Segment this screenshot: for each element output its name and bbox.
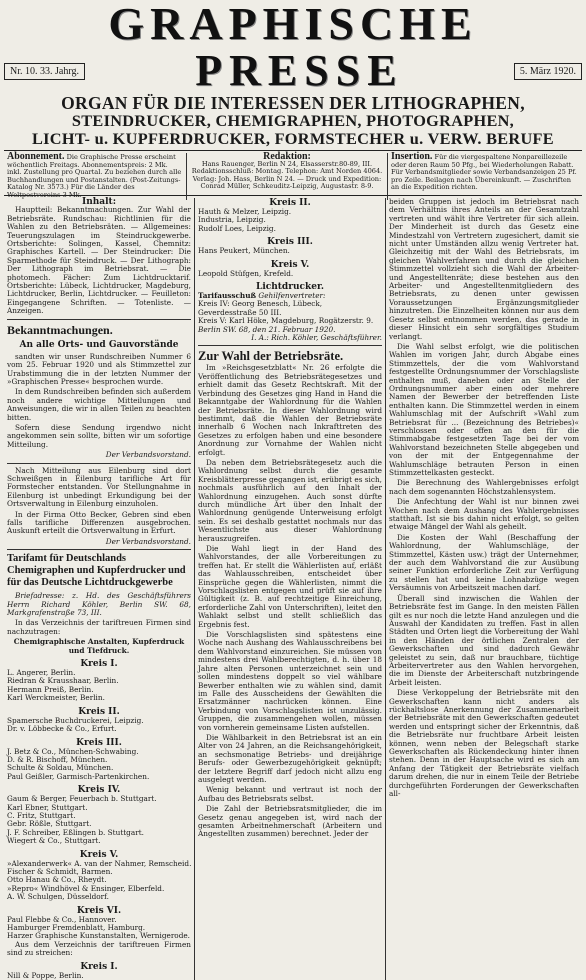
kreis-heading: Kreis V.: [270, 259, 310, 270]
tarifamt-address: Briefadresse: z. Hd. des Geschäftsführers Herrn Richard Köhler, Berlin SW. 68, Markgrafenstraße 73, III.: [7, 591, 191, 618]
firm-entry: Nill & Poppe, Berlin.: [7, 970, 84, 980]
date-line: Berlin SW. 68, den 21. Februar 1920.: [198, 324, 336, 334]
tarifamt-paragraph: In das Verzeichnis der tariftreuen Firmen sind nachzutragen:: [7, 618, 191, 636]
bekanntmachungen-paragraph: Sofern diese Sendung irgendwo nicht angekommen sein sollte, bitten wir um sofortige Mitteilung.: [7, 422, 191, 449]
issue-date-box: 5. März 1920.: [514, 63, 582, 80]
firm-entry: Schulte & Soldau, München.: [7, 763, 114, 773]
article-paragraph: Die Wahl selbst erfolgt, wie die politischen Wahlen im vorigen Jahr, durch Abgabe eines Stimmzettels, der die vom Wahlvorstand festgestellte Ordnungsnummer der Vorschlagsliste enthalten muß, daneben oder an Stelle der Ordnungsnummer aber einen oder mehrere Namen der Bewerber der betreffenden Liste enthalten kann. Die Stimmzettel werden in einem Wahlumschlag mit der Aufschrift »Wahl zum Betriebsrat für ... (Bezeichnung des Betriebes)« verschlossen oder offen an den für die Stimmabgabe festgesetzten Tage bei der vom Wahlvorstand bezeichneten Stelle abgegeben und von der mit der Entgegennahme der Wahlumschläge betrauten Person in einen Stimmzettelkasten gesteckt.: [389, 341, 579, 477]
insertion-text: Für die viergespaltene Nonpareillezeile oder deren Raum 50 Pfg., bei Wiederholungen Rabatt. Für Verbandsmitglieder sowie Verbandsanzeigen 25 Pf. pro Zeile. Beilagen nach Übereinkunft. — Zuschriften an die Expedition richten.: [391, 153, 577, 192]
tarifausschuss-sub: Gehilfenvertreter:: [258, 291, 326, 301]
anstalten-heading: Chemigraphische Anstalten, Kupferdruck und Tiefdruck.: [13, 637, 185, 655]
kreis-heading: Kreis III.: [76, 737, 122, 748]
lichtdrucker-heading: Lichtdrucker.: [256, 282, 324, 293]
insertion-heading: Insertion.: [391, 151, 433, 162]
bekanntmachungen-paragraph: sandten wir unser Rundschreiben Nummer 6 vom 25. Februar 1920 und als Stimmzettel zur Urabstimmung die in der letzten Nummer der »Graphischen Presse« besprochen wurde.: [7, 351, 191, 386]
firm-entry: Leopold Stüfgen, Krefeld.: [198, 268, 294, 278]
column-middle: [194, 198, 386, 980]
firm-entry: Riedran & Krausshaar, Berlin.: [7, 676, 119, 686]
firm-entry: L. Angerer, Berlin.: [7, 668, 76, 678]
wahl-heading: Zur Wahl der Betriebsräte.: [198, 349, 344, 364]
firm-entry: Wiegert & Co., Stuttgart.: [7, 836, 101, 846]
bekanntmachungen-subheading: An alle Orts- und Gauvorstände: [19, 339, 179, 350]
firm-entry: »Repro« Windhövel & Ensinger, Elberfeld.: [7, 883, 165, 893]
firm-entry: D. & R. Bischoff, München.: [7, 754, 108, 764]
masthead: [4, 2, 582, 148]
firm-entry: Karl Ebner, Stuttgart.: [7, 802, 88, 812]
inhalt-text: Hauptteil: Bekanntmachungen. Zur Wahl der Betriebsräte. Rundschau: Richtlinien für die Wahlen zu den Betriebsräten. — Allgemeines: Teuerungszulagen im Steindruckgewerbe. Ortsberichte: Solingen, Kassel, Chemnitz: Graphisches Kartell. — Der Steindrucker: Die Sparmethode für Steindruck. — Der Lithograph: Der Lithograph im Betriebsrat. — Die photomech. Fächer: Zum Lichtdrucktarif. Ortsberichte: Lübeck, Lichtdrucker, Magdeburg, Lichtdrucker, Berlin, Lichtdrucker. — Feuilleton: Eingegangene Schriften. — Totenliste. — Anzeigen.: [7, 205, 191, 316]
kreis-heading: Kreis VI.: [76, 905, 122, 916]
firm-entry: Hauth & Melzer, Leipzig.: [198, 207, 292, 216]
masthead-title-row: [4, 48, 582, 94]
redaktion-block: [186, 153, 388, 200]
article-paragraph: Die Vorschlagslisten sind spätestens eine Woche nach Aushang des Wahlausschreibens bei dem Wahlvorstand einzureichen. Sie müssen von mindestens drei Wahlberechtigten, d. h. über 18 Jahre alten Personen unterzeichnet sein und sollen mindestens doppelt so viel wählbare Bewerber enthalten wie zu wählen sind, damit im Falle des Ausscheidens der Gewählten die Ersatzmänner nachrücken können. Eine Verbindung von Vorschlagslisten ist unzulässig. Gruppen, die zusammengehen wollen, müssen von vornherein gemeinsame Listen aufstellen.: [198, 630, 382, 732]
masthead-title-bottom: PRESSE: [195, 46, 404, 95]
article-paragraph: Überall sind inzwischen die Wahlen der Betriebsräte fest im Gange. In den meisten Fällen gilt es nur noch die letzte Hand anzulegen und die Auswahl der Kandidaten zu treffen. Fast in allen Städten und Orten liegt die Vorbereitung der Wahl in den Händen der örtlichen Zentralen der Gewerkschaften und sind dadurch Gewähr geleistet zu sein, daß nur brauchbare, tüchtige Arbeitervertreter aus den Wahlen hervorgehen, die im Dienste der Arbeiterschaft nutzbringende Arbeit leisten.: [389, 593, 579, 687]
insertion-block: [388, 153, 582, 200]
separator: [7, 463, 191, 464]
wahl-article: [198, 364, 382, 838]
article-paragraph: Wenig bekannt und vertraut ist noch der Aufbau des Betriebsrats selbst.: [198, 785, 382, 803]
wahl-article-continued: [389, 198, 579, 798]
bekanntmachungen-heading: Bekanntmachungen.: [7, 322, 113, 337]
tarifamt-heading: Tarifamt für Deutschlands Chemigraphen und Kupferdrucker und für das Deutsche Lichtdruckgewerbe: [7, 553, 186, 589]
info-bar: [4, 151, 582, 199]
bekanntmachungen-paragraph: Nach Mitteilung aus Eilenburg sind dort Schweißgen in Eilenburg tarifliche Art für Formstecher entstanden. Vor Stellungnahme in Eilenburg ist unbedingt Erkundigung bei der Ortsverwaltung in Eilenburg einzuholen.: [7, 465, 191, 509]
article-paragraph: Die Berechnung des Wahlergebnisses erfolgt nach dem sogenannten Höchstzahlensystem.: [389, 478, 579, 496]
abonnement-block: [4, 153, 186, 200]
article-paragraph: Die Zahl der Betriebsratsmitglieder, die im Gesetz genau angegeben ist, wird nach der gesamten Arbeitnehmerschaft (Arbeitern und Angestellten zusammen) berechnet. Jeder der: [198, 804, 382, 839]
firm-entry: Industria, Leipzig.: [198, 215, 266, 225]
firm-entry: J. Betz & Co., München-Schwabing.: [7, 746, 139, 756]
kreis-list: [7, 659, 191, 941]
firm-entry: Dr. v. Löbbecke & Co., Erfurt.: [7, 724, 117, 734]
kreis-heading: Kreis I.: [80, 659, 118, 670]
article-paragraph: Die Wählbarkeit in den Betriebsrat ist an ein Alter von 24 Jahren, an die Reichsangehörigkeit, an sechsmonatige Betriebs- und dreijährige Berufs- oder Gewerbezugehörigkeit geknüpft; der letztere Begriff darf jedoch nicht allzu eng ausgelegt werden.: [198, 732, 382, 784]
masthead-title-top: GRAPHISCHE: [108, 0, 478, 49]
firm-entry: Karl Werckmeister, Berlin.: [7, 693, 105, 703]
firm-entry: Spamersche Buchdruckerei, Leipzig.: [7, 715, 144, 725]
redaktion-heading: Redaktion:: [263, 151, 311, 162]
organ-line-1: ORGAN FÜR DIE INTERESSEN DER LITHOGRAPHEN,: [61, 93, 525, 113]
newspaper-page: [4, 0, 582, 980]
abonnement-text: Die Graphische Presse erscheint wöchentlich Freitags. Abonnementspreis: 2 Mk. inkl. Zustellung pro Quartal. Zu beziehen durch alle Buchhandlungen und Postanstalten. (Post-Zeitungs-Katalog Nr. 3573.) Für die Länder des Weltpostvereins 3 Mk.: [7, 153, 182, 199]
kreis-heading: Kreis II.: [269, 198, 311, 208]
signature: Der Verbandsvorstand.: [105, 536, 191, 546]
firm-entry: Paul Flebbe & Co., Hannover.: [7, 914, 117, 924]
organ-line-2: STEINDRUCKER, CHEMIGRAPHEN, PHOTOGRAPHEN,: [71, 111, 515, 130]
separator: [7, 319, 191, 320]
article-columns: [4, 197, 582, 980]
column-left: [4, 198, 194, 980]
firm-entry: J. F. Schreiber, Eßlingen b. Stuttgart.: [7, 827, 144, 837]
kreis-v-line: Kreis V: Karl Höke, Magdeburg, Rogätzerstr. 9.: [198, 316, 374, 326]
kreis-heading: Kreis IV.: [77, 785, 121, 796]
kreis-heading: Kreis V.: [79, 849, 119, 860]
article-paragraph: beiden Gruppen ist jedoch im Betriebsrat nach dem Verhältnis ihres Anteils an der Gesamtzahl vertreten und wählt ihre Vertreter für sich allein. Der Minderheit ist durch das Gesetz eine Mindestzahl von Vertretern zugesichert, damit sie nicht unter Umständen allzu wenig Vertreter hat. Gleichzeitig mit der Wahl des Betriebsrats, im gleichen Wahlverfahren und durch die gleichen Stimmzettel vollzieht sich die Wahl der Arbeiter- und Angestelltenräte; diese bestehen aus den Arbeiter- und Angestelltenmitgliedern des Betriebsrats, zu denen unter gewissen Voraussetzungen Ergänzungsmitglieder hinzutreten. Die Einzelheiten können nur aus dem Gesetz selbst entnommen werden, das gerade in dieser Hinsicht ein sehr sorgfältiges Studium verlangt.: [389, 197, 579, 341]
article-paragraph: Die Anfechtung der Wahl ist nur binnen zwei Wochen nach dem Aushang des Wahlergebnisses statthaft. Ist sie bis dahin nicht erfolgt, so gelten etwaige Mängel der Wahl als geheilt.: [389, 497, 579, 532]
separator: [7, 549, 191, 550]
firm-entry: Harzer Graphische Kunstanstalten, Wernigerode.: [7, 931, 191, 941]
column-right: [386, 198, 582, 980]
firm-entry: Hans Peukert, München.: [198, 246, 290, 256]
firm-entry: A. W. Schulgen, Düsseldorf.: [7, 892, 109, 902]
bekanntmachungen-paragraph: In dem Rundschreiben befinden sich außerdem noch andere wichtige Mitteilungen und Anweisungen, die wir in allen Teilen zu beachten bitten.: [7, 387, 191, 422]
streichung-paragraph: Aus dem Verzeichnis der tariftreuen Firmen sind zu streichen:: [7, 939, 191, 958]
article-paragraph: Da neben dem Betriebsrätegesetz auch die Wahlordnung selbst durch die gesamte Kreisblätterpresse gegangen ist, erübrigt es sich, nochmals ausführlich auf den Inhalt der Wahlordnung einzugehen. Auch sonst dürfte durch mündliche Art über den Inhalt der Wahlordnung genügende Unterweisung erfolgt sein. Es sei deshalb gestattet nochmals nur das Wesentlichste aus dieser Wahlordnung herauszugreifen.: [198, 457, 382, 543]
article-paragraph: Diese Verkoppelung der Betriebsräte mit den Gewerkschaften kann nicht anders als rückhaltslose Anerkennung der Zusammenarbeit der Betriebsräte mit den Gewerkschaften gedeutet werden und entspringt sicher der Erkenntnis, daß die Betriebsräte nur fruchtbare Arbeit leisten können, wenn neben der Belegschaft starke Gewerkschaften als Rückendeckung hinter ihnen stehen. Denn in der Hauptsache wird es sich am Anfang der Tätigkeit der Betriebsräte vielfach darum drehen, die nur in einem Teile der Betriebe durchgeführten Forderungen der Gewerkschaften all-: [389, 688, 579, 799]
signature: Der Verbandsvorstand.: [105, 450, 191, 460]
firm-entry: C. Fritz, Stuttgart.: [7, 810, 76, 820]
tarifausschuss-heading: Tarifausschuß: [198, 291, 257, 301]
firm-entry: Paul Geißler, Garmisch-Partenkirchen.: [7, 771, 150, 781]
kreis-heading: Kreis I.: [80, 961, 118, 972]
redaktion-text: Hans Rauenger, Berlin N 24, Elsasserstr.80-89, III. Redaktionsschluß: Montag. Telephon: Amt Norden 4064. Verlag: Joh. Hass, Berlin N 24. — Druck und Expedition: Conrad Müller, Schkeuditz-Leipzig, Augustastr. 8-9.: [191, 159, 383, 191]
firm-entry: Fischer & Schmidt, Barmen.: [7, 866, 113, 876]
signature: I. A.: Rich. Köhler, Geschäftsführer.: [251, 333, 382, 343]
separator: [198, 345, 382, 346]
article-paragraph: Die Kosten der Wahl (Beschaffung der Wahlordnung, der Wahlumschläge, der Stimmzettel, Kästen usw.) trägt der Unternehmer, der auch dem Wahlvorstand die zur Ausübung seiner Funktion erforderliche Zeit zur Verfügung zu stellen hat und keine Lohnabzüge wegen Versäumnis von Arbeitszeit machen darf.: [389, 532, 579, 593]
firm-entry: Hermann Preiß, Berlin.: [7, 684, 94, 694]
firm-entry: Rudolf Loes, Leipzig.: [198, 223, 276, 233]
firm-entry: Otto Hanau & Co., Rheydt.: [7, 875, 107, 885]
kreis-heading: Kreis II.: [78, 706, 120, 717]
kreis-heading: Kreis III.: [267, 237, 313, 248]
issue-number-box: Nr. 10. 33. Jahrg.: [4, 63, 85, 80]
abonnement-heading: Abonnement.: [7, 151, 65, 162]
article-paragraph: Die Wahl liegt in der Hand des Wahlvorstandes, der alle Vorbereitungen zu treffen hat. Er stellt die Wählerlisten auf, erläßt das Wahlausschreiben, entscheidet über Einsprüche gegen die Wählerlisten, nimmt die Vorschlagslisten entgegen und prüft sie auf ihre Gültigkeit (z. B. auf rechtzeitige Einreichung, erforderliche Zahl von Unterschriften), leitet den Wahlakt selbst und stellt schließlich das Ergebnis fest.: [198, 544, 382, 629]
inhalt-heading: Inhalt:: [81, 197, 117, 207]
bekanntmachungen-paragraph: In der Firma Otto Becker, Gebren sind eben falls tarifliche Differenzen ausgebrochen. Auskunft erteilt die Ortsverwaltung in Erfurt.: [7, 509, 191, 536]
organ-line-3: LICHT- u. KUPFERDRUCKER, FORMSTECHER u. VERW. BERUFE: [32, 129, 554, 148]
firm-entry: »Alexanderwerk« A. van der Nahmer, Remscheid.: [7, 858, 192, 868]
firm-entry: Gebr. Rößle, Stuttgart.: [7, 819, 92, 829]
article-paragraph: Im »Reichsgesetzblatt« Nr. 26 erfolgte die Veröffentlichung des Betriebsrätegesetzes und erhielt damit das Gesetz Rechtskraft. Mit der Verbindung des Gesetzes ging Hand in Hand die Bekanntgabe der Wahlordnung für die Wahlen der Betriebsräte. In dieser Wahlordnung wird bestimmt, daß die Wahlen der Betriebsräte innerhalb 6 Wochen nach Inkrafttreten des Gesetzes zu erfolgen haben und eine besondere Anordnung zur Vornahme der Wahlen nicht erfolgt.: [198, 363, 382, 457]
kreis-iv-line: Kreis IV: Georg Benesch, Lübeck, Geverdesstraße 50 III.: [198, 299, 323, 317]
firm-entry: Gaum & Berger, Feuerbach b. Stuttgart.: [7, 794, 157, 804]
firm-entry: Hamburger Fremdenblatt, Hamburg.: [7, 923, 146, 932]
